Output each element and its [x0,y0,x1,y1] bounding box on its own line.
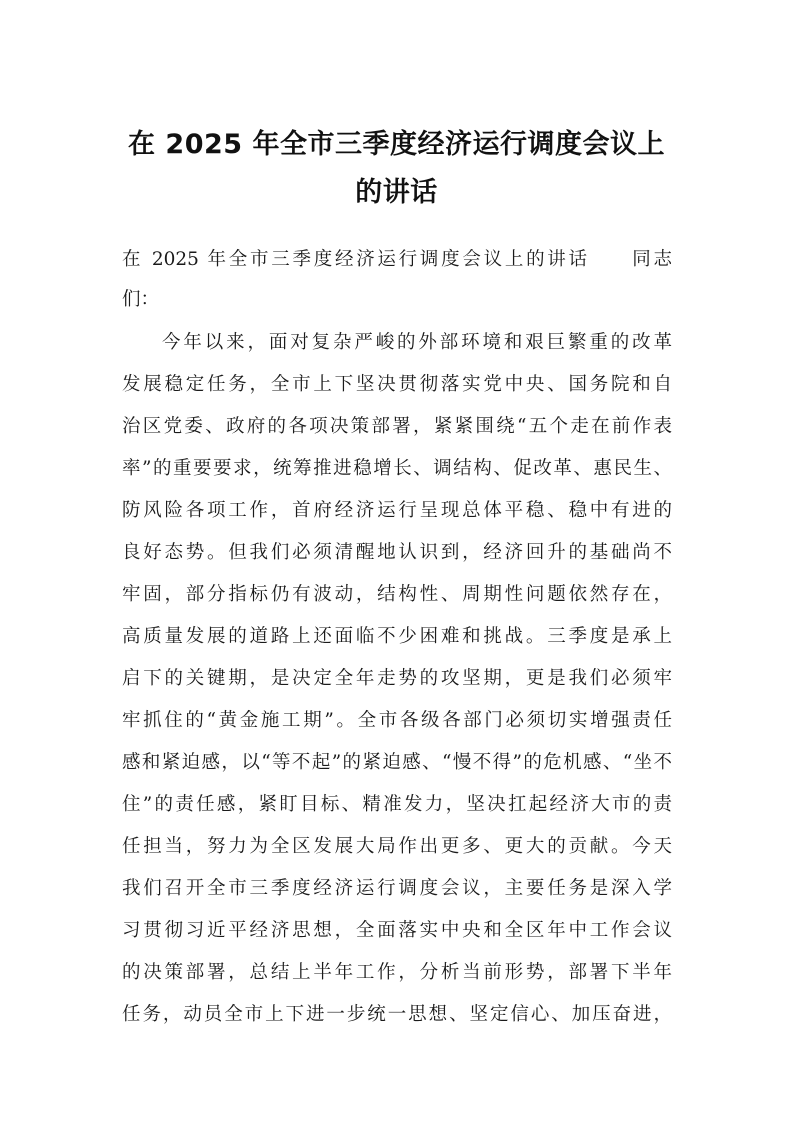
paragraph-line: 良好态势。但我们必须清醒地认识到，经济回升的基础尚不 [122,542,672,563]
paragraph-line: 发展稳定任务，全市上下坚决贯彻落实党中央、国务院和自 [122,374,672,395]
paragraph-line: 启下的关键期，是决定全年走势的攻坚期，更是我们必须牢 [122,668,672,689]
paragraph-line: 在 2025 年全市三季度经济运行调度会议上的讲话 同志 [122,249,672,270]
paragraph-line: 牢抓住的“黄金施工期”。全市各级各部门必须切实增强责任 [122,710,672,731]
paragraph-line: 今年以来，面对复杂严峻的外部环境和艰巨繁重的改革 [162,332,672,353]
paragraph-line: 任务，动员全市上下进一步统一思想、坚定信心、加压奋进， [122,1004,672,1025]
paragraph-line: 感和紧迫感，以“等不起”的紧迫感、“慢不得”的危机感、“坐不 [122,752,672,773]
paragraph-line: 的决策部署，总结上半年工作，分析当前形势，部署下半年 [122,962,672,983]
paragraph-line: 住”的责任感，紧盯目标、精准发力，坚决扛起经济大市的责 [122,794,672,815]
paragraph-line: 率”的重要要求，统筹推进稳增长、调结构、促改革、惠民生、 [122,458,672,479]
paragraph-line: 习贯彻习近平经济思想，全面落实中央和全区年中工作会议 [122,920,672,941]
paragraph-line: 高质量发展的道路上还面临不少困难和挑战。三季度是承上 [122,626,672,647]
document-title-line-1: 在 2025 年全市三季度经济运行调度会议上 [128,129,665,160]
paragraph-line: 任担当，努力为全区发展大局作出更多、更大的贡献。今天 [122,836,672,857]
paragraph-line: 们： [122,289,160,310]
paragraph-line: 我们召开全市三季度经济运行调度会议，主要任务是深入学 [122,878,672,899]
paragraph-line: 治区党委、政府的各项决策部署，紧紧围绕“五个走在前作表 [122,416,672,437]
paragraph-line: 防风险各项工作，首府经济运行呈现总体平稳、稳中有进的 [122,500,672,521]
paragraph-line: 牢固，部分指标仍有波动，结构性、周期性问题依然存在， [122,584,672,605]
document-title-line-2: 的讲话 [355,177,438,208]
